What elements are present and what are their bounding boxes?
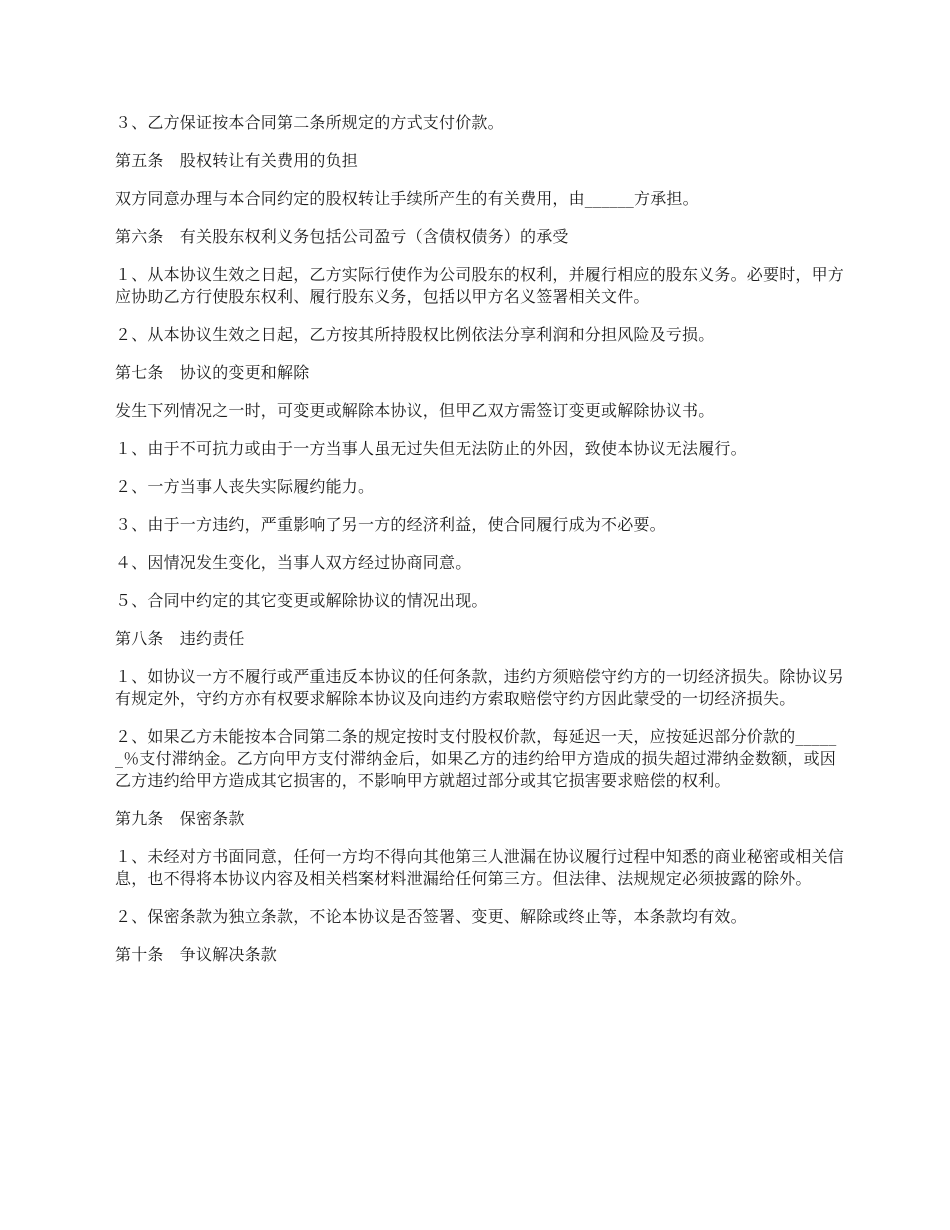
article-8-heading: 第八条 违约责任 xyxy=(115,629,245,648)
article-7-intro: 发生下列情况之一时，可变更或解除本协议，但甲乙双方需签订变更或解除协议书。 xyxy=(115,401,715,420)
article-6-item-1: １、从本协议生效之日起，乙方实际行使作为公司股东的权利，并履行相应的股东义务。必要时，甲方应协助乙方行使股东权利、履行股东义务，包括以甲方名义签署相关文件。 xyxy=(115,265,845,306)
article-10-heading: 第十条 争议解决条款 xyxy=(115,945,278,964)
document-body xyxy=(115,112,850,982)
clause-4-item-3: ３、乙方保证按本合同第二条所规定的方式支付价款。 xyxy=(115,113,504,132)
article-8-item-1: １、如协议一方不履行或严重违反本协议的任何条款，违约方须赔偿守约方的一切经济损失。除协议另有规定外，守约方亦有权要求解除本协议及向违约方索取赔偿守约方因此蒙受的一切经济损失。 xyxy=(115,667,845,708)
article-7-item-2: ２、一方当事人丧失实际履约能力。 xyxy=(115,477,375,496)
article-7-item-3: ３、由于一方违约，严重影响了另一方的经济利益，使合同履行成为不必要。 xyxy=(115,515,666,534)
article-7-heading: 第七条 协议的变更和解除 xyxy=(115,363,310,382)
article-7-item-4: ４、因情况发生变化，当事人双方经过协商同意。 xyxy=(115,553,472,572)
article-7-item-5: ５、合同中约定的其它变更或解除协议的情况出现。 xyxy=(115,591,488,610)
article-9-item-1: １、未经对方书面同意，任何一方均不得向其他第三人泄漏在协议履行过程中知悉的商业秘密或相关信息，也不得将本协议内容及相关档案材料泄漏给任何第三方。但法律、法规规定必须披露的除外。 xyxy=(115,847,845,888)
article-7-item-1: １、由于不可抗力或由于一方当事人虽无过失但无法防止的外因，致使本协议无法履行。 xyxy=(115,439,747,458)
article-6-item-2: ２、从本协议生效之日起，乙方按其所持股权比例依法分享利润和分担风险及亏损。 xyxy=(115,325,715,344)
article-5-heading: 第五条 股权转让有关费用的负担 xyxy=(115,151,359,170)
article-5-text: 双方同意办理与本合同约定的股权转让手续所产生的有关费用，由______方承担。 xyxy=(115,189,699,208)
article-9-item-2: ２、保密条款为独立条款，不论本协议是否签署、变更、解除或终止等，本条款均有效。 xyxy=(115,907,747,926)
article-9-heading: 第九条 保密条款 xyxy=(115,809,245,828)
article-8-item-2: ２、如果乙方未能按本合同第二条的规定按时支付股权价款，每延迟一天，应按延迟部分价款的______％支付滞纳金。乙方向甲方支付滞纳金后，如果乙方的违约给甲方造成的损失超过滞纳金数额，或因乙方违约给甲方造成其它损害的，不影响甲方就超过部分或其它损害要求赔偿的权利。 xyxy=(115,727,837,790)
article-6-heading: 第六条 有关股东权利义务包括公司盈亏（含债权债务）的承受 xyxy=(115,227,569,246)
